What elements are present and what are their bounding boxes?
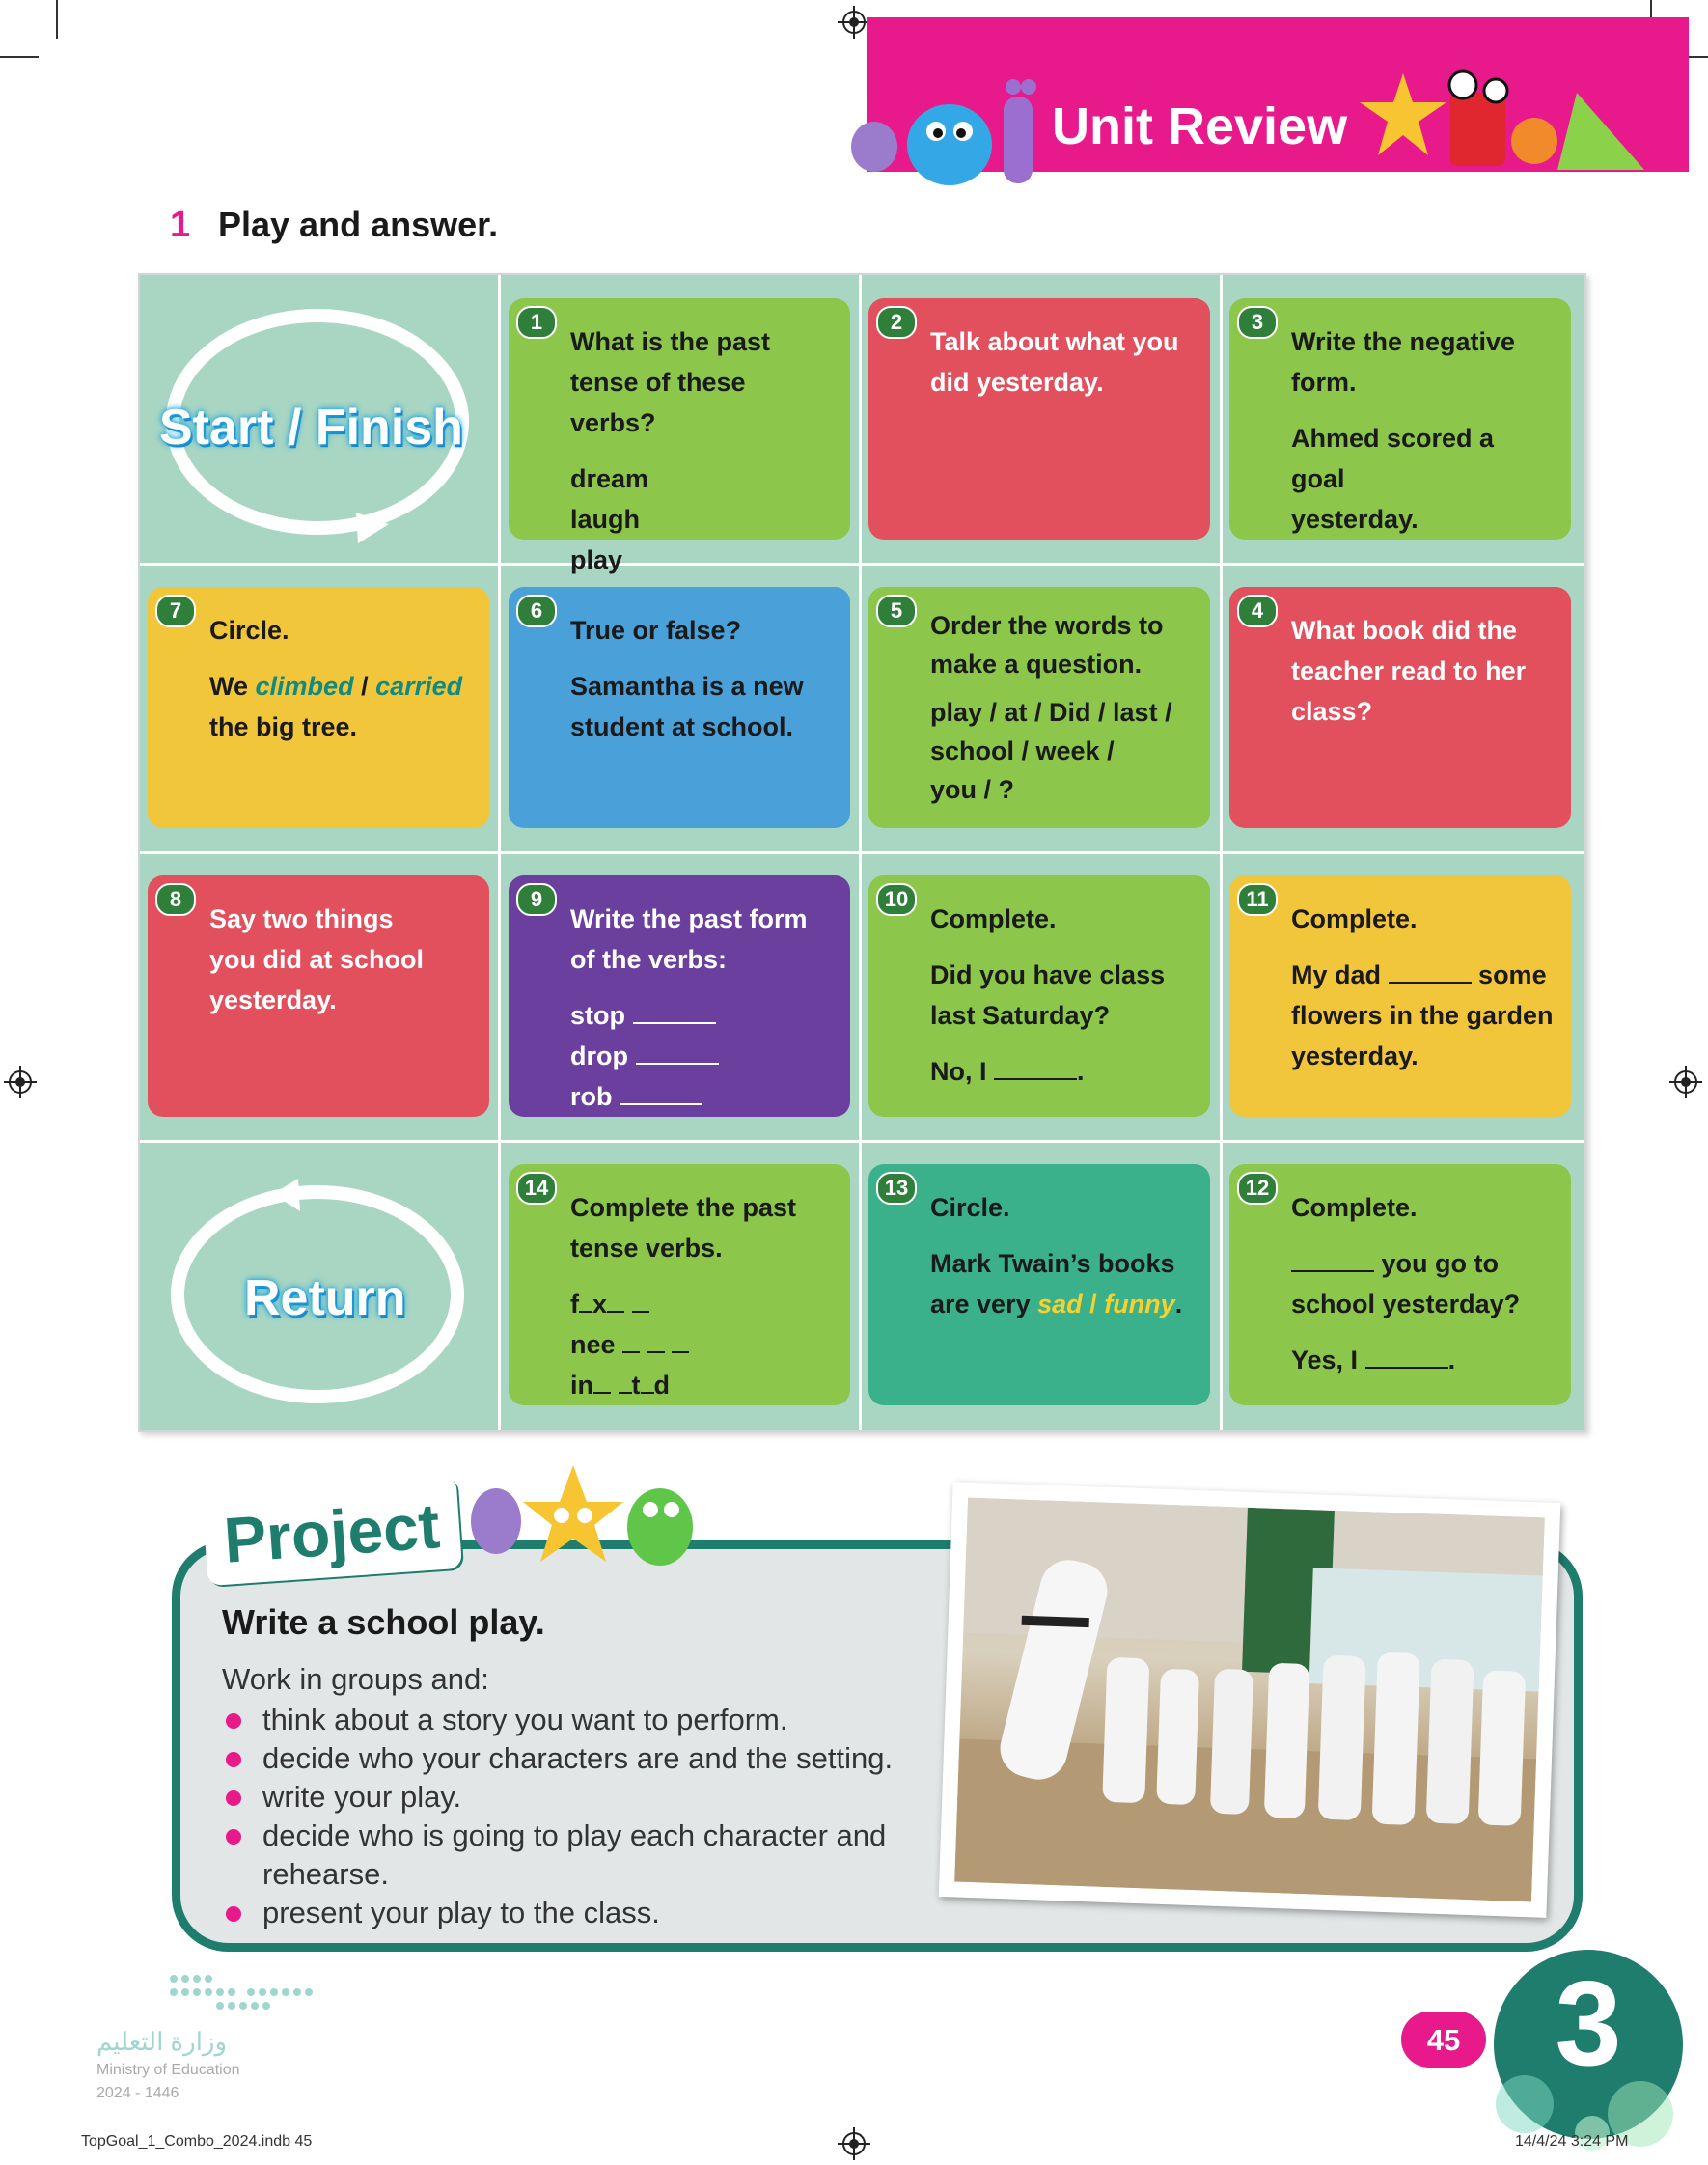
tile-text	[1291, 1340, 1554, 1380]
tile-word: d	[653, 1371, 671, 1400]
tile-text: student at school.	[570, 712, 794, 741]
tile-text: Complete.	[930, 904, 1057, 933]
performers-illustration-icon	[954, 1498, 1545, 1902]
tile-text	[1291, 955, 1554, 995]
activity-number: 1	[170, 205, 191, 245]
tile-text: school / week /	[930, 736, 1115, 765]
tile-text: did yesterday.	[930, 368, 1104, 397]
tile-text: .	[1447, 1346, 1456, 1374]
tile-word: t	[631, 1371, 641, 1400]
tile-text: Did you have class	[930, 960, 1166, 989]
tile-word-row	[570, 1284, 833, 1324]
tile-text: Complete.	[1291, 1193, 1418, 1222]
tile-word-row	[570, 1036, 833, 1076]
tile-text: Samantha is a new	[570, 672, 804, 701]
banner-title: Unit Review	[1052, 97, 1348, 155]
tile-text: form.	[1291, 368, 1357, 397]
tile-text: True or false?	[570, 616, 742, 645]
tile-text: Circle.	[930, 1193, 1010, 1222]
tile-text: .	[1174, 1290, 1183, 1318]
tile-number: 1	[516, 306, 557, 339]
list-item: think about a story you want to perform.	[222, 1701, 955, 1739]
board-tile-2	[868, 298, 1210, 540]
answer-blank	[632, 1288, 649, 1313]
project-intro: Work in groups and:	[222, 1662, 489, 1696]
tile-text: We	[209, 672, 249, 701]
tile-text: class?	[1291, 697, 1373, 726]
list-item: decide who is going to play each character and rehearse.	[222, 1817, 955, 1894]
tile-number: 6	[516, 595, 557, 627]
tile-text	[1291, 1243, 1554, 1284]
print-timestamp: 14/4/24 3:24 PM	[1515, 2133, 1629, 2150]
tile-text: Write the past form	[570, 904, 808, 933]
tile-text: Talk about what you	[930, 327, 1179, 356]
board-tile-12	[1229, 1164, 1571, 1405]
tile-number: 7	[155, 595, 196, 627]
registration-mark-icon	[4, 1066, 37, 1098]
list-item: present your play to the class.	[222, 1894, 955, 1932]
tile-text: Write the negative	[1291, 327, 1516, 356]
ministry-name-english: Ministry of Education	[96, 2062, 240, 2078]
answer-blank	[622, 1328, 640, 1353]
tile-text: Circle.	[209, 616, 289, 645]
tile-word: in	[570, 1371, 593, 1400]
tile-text: Complete the past	[570, 1193, 797, 1222]
print-file-info: TopGoal_1_Combo_2024.indb 45	[81, 2133, 313, 2150]
tile-number: 2	[876, 306, 917, 339]
tile-word: stop	[570, 1001, 625, 1030]
tile-text: Say two things	[209, 904, 394, 933]
tile-word: x	[592, 1290, 608, 1318]
tile-text	[930, 1284, 1193, 1324]
tile-text: make a question.	[930, 650, 1143, 679]
tile-text	[209, 666, 472, 707]
board-tile-9	[509, 875, 850, 1117]
school-play-photo	[939, 1482, 1561, 1918]
tile-text: of the verbs:	[570, 945, 728, 974]
unit-number: 3	[1555, 1957, 1622, 2091]
choice-option: funny	[1104, 1290, 1175, 1318]
board-tile-7	[148, 587, 489, 828]
ministry-year: 2024 - 1446	[96, 2085, 179, 2101]
answer-blank	[647, 1328, 665, 1353]
tile-text: Complete.	[1291, 904, 1418, 933]
choice-separator: /	[361, 672, 369, 701]
tile-number: 8	[155, 883, 196, 916]
photo-image	[954, 1498, 1545, 1902]
tile-word-row	[570, 995, 833, 1036]
tile-number: 5	[876, 595, 917, 627]
tile-text: play / at / Did / last /	[930, 698, 1172, 727]
board-gridline	[140, 851, 1584, 854]
crop-mark	[0, 56, 39, 58]
board-tile-5	[868, 587, 1210, 828]
tile-word: f	[570, 1290, 579, 1318]
project-title: Project	[221, 1489, 443, 1576]
tile-word: rob	[570, 1082, 613, 1111]
answer-blank	[633, 999, 716, 1024]
tile-number: 3	[1237, 306, 1278, 339]
tile-text: Yes, I	[1291, 1346, 1359, 1374]
tile-number: 12	[1237, 1172, 1278, 1205]
tile-word: drop	[570, 1041, 628, 1070]
board-tile-8	[148, 875, 489, 1117]
tile-text: you / ?	[930, 775, 1014, 804]
tile-text: Order the words to	[930, 611, 1164, 640]
tile-number: 11	[1237, 883, 1278, 916]
answer-blank	[593, 1369, 611, 1394]
answer-blank	[994, 1055, 1077, 1080]
registration-mark-icon	[1669, 1066, 1702, 1098]
list-item: decide who your characters are and the setting.	[222, 1739, 955, 1778]
answer-blank	[672, 1328, 689, 1353]
tile-text	[930, 1051, 1193, 1092]
board-tile-14	[509, 1164, 850, 1405]
return-label: Return	[244, 1270, 406, 1326]
tile-text: some	[1478, 960, 1547, 989]
registration-mark-icon	[838, 6, 870, 39]
tile-text: yesterday.	[209, 985, 337, 1014]
tile-text: school yesterday?	[1291, 1290, 1521, 1318]
tile-text: flowers in the garden	[1291, 1001, 1554, 1030]
board-gridline	[140, 1140, 1584, 1143]
board-tile-6	[509, 587, 850, 828]
choice-option: carried	[375, 672, 463, 701]
tile-text: Mark Twain’s books	[930, 1249, 1175, 1278]
tile-text: yesterday.	[1291, 1041, 1419, 1070]
tile-word: play	[570, 545, 623, 574]
tile-number: 14	[516, 1172, 557, 1205]
project-steps-list	[222, 1701, 955, 1932]
crop-mark	[56, 0, 58, 39]
tile-text: tense verbs.	[570, 1234, 723, 1263]
choice-separator: /	[1089, 1290, 1097, 1318]
choice-option: climbed	[255, 672, 354, 701]
page-number: 45	[1426, 2023, 1461, 2057]
registration-mark-icon	[838, 2127, 870, 2160]
answer-blank	[641, 1369, 654, 1394]
tile-text: you go to	[1381, 1249, 1499, 1278]
board-tile-1	[509, 298, 850, 574]
monster-characters-icon	[457, 1457, 718, 1583]
activity-instruction: Play and answer.	[218, 205, 499, 244]
tile-text: tense of these verbs?	[570, 368, 746, 437]
start-finish-label: Start / Finish	[159, 400, 463, 456]
tile-word: dream	[570, 464, 649, 493]
answer-blank	[1291, 1247, 1374, 1272]
monster-characters-icon	[834, 68, 1085, 193]
board-gridline	[140, 563, 1584, 566]
ministry-logo-icon	[164, 1969, 318, 2017]
board-tile-3	[1229, 298, 1571, 540]
board-tile-13	[868, 1164, 1210, 1405]
board-tile-11	[1229, 875, 1571, 1117]
choice-option: sad	[1037, 1290, 1083, 1318]
tile-text: are very	[930, 1290, 1031, 1318]
tile-text: Ahmed scored a goal	[1291, 424, 1495, 493]
tile-text: No, I	[930, 1057, 987, 1086]
tile-word-row	[570, 1324, 833, 1365]
answer-blank	[1389, 958, 1472, 984]
board-tile-4	[1229, 587, 1571, 828]
list-item: write your play.	[222, 1778, 955, 1817]
tile-text: yesterday.	[1291, 505, 1419, 534]
board-tile-10	[868, 875, 1210, 1117]
answer-blank	[636, 1040, 719, 1065]
answer-blank	[579, 1288, 592, 1313]
tile-word-row	[570, 1076, 833, 1117]
tile-number: 13	[876, 1172, 917, 1205]
project-subtitle: Write a school play.	[222, 1602, 545, 1642]
tile-text: last Saturday?	[930, 1001, 1111, 1030]
tile-word: nee	[570, 1330, 616, 1359]
tile-text: teacher read to her	[1291, 656, 1527, 685]
tile-text: What is the past	[570, 327, 771, 356]
answer-blank	[1365, 1344, 1448, 1369]
tile-text: .	[1077, 1057, 1085, 1086]
tile-text: the big tree.	[209, 712, 358, 741]
tile-text: What book did the	[1291, 616, 1517, 645]
tile-number: 10	[876, 883, 917, 916]
tile-number: 4	[1237, 595, 1278, 627]
answer-blank	[620, 1080, 702, 1105]
answer-blank	[607, 1288, 624, 1313]
tile-number: 9	[516, 883, 557, 916]
tile-text: you did at school	[209, 945, 425, 974]
ministry-name-arabic: وزارة التعليم	[96, 2027, 228, 2056]
tile-word: laugh	[570, 505, 640, 534]
tile-word-row	[570, 1365, 833, 1405]
answer-blank	[619, 1369, 632, 1394]
tile-text: My dad	[1291, 960, 1382, 989]
monster-characters-icon	[1355, 64, 1664, 189]
